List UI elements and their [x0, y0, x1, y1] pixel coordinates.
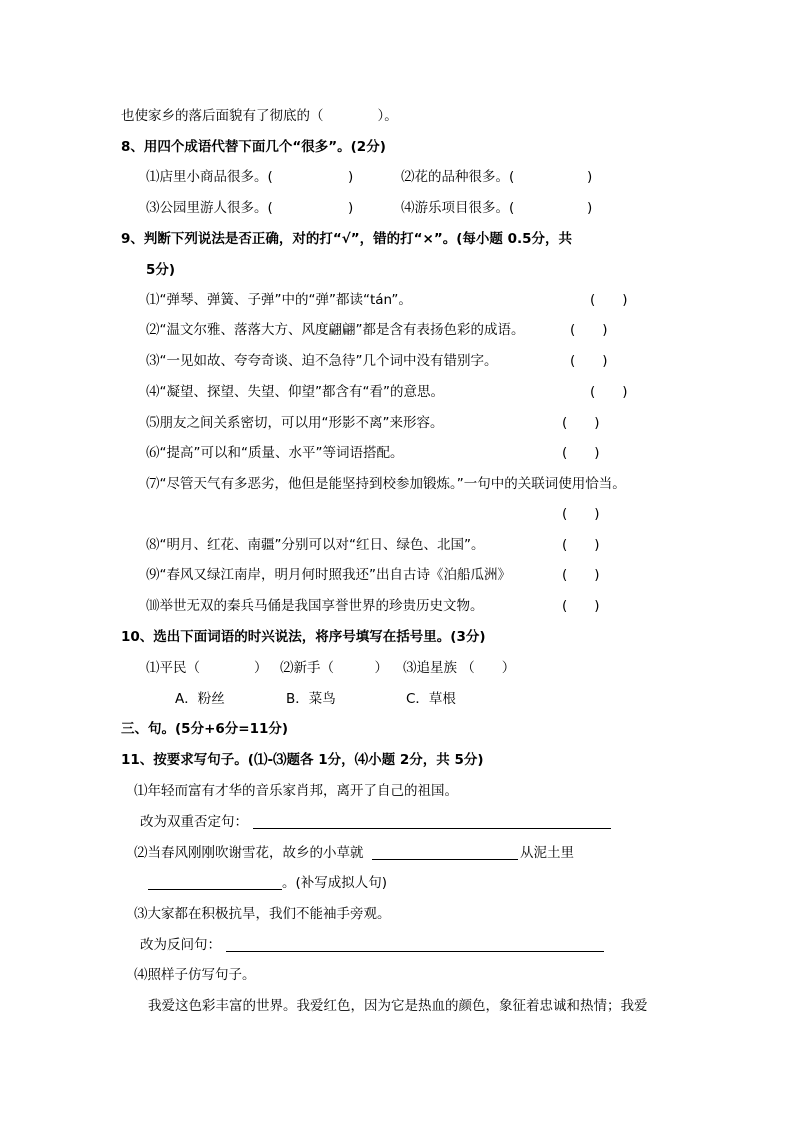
q9-item-7-paren: ( ): [562, 506, 600, 522]
q10-title: 10、选出下面词语的时兴说法，将序号填写在括号里。(3分): [121, 629, 486, 645]
q8-item-4-close: ): [587, 200, 593, 216]
q9-item-1-paren: ( ): [590, 292, 628, 308]
q10-item-2: ⑵新手（ ）: [280, 660, 388, 676]
q9-item-10-paren: ( ): [562, 598, 600, 614]
q8-item-4: ⑷游乐项目很多。(: [401, 200, 515, 216]
q8-item-1: ⑴店里小商品很多。(: [146, 169, 273, 185]
q11-sentence-1: ⑴年轻而富有才华的音乐家肖邦，离开了自己的祖国。: [134, 783, 458, 799]
continuation-line: 也使家乡的落后面貌有了彻底的（ ）。: [121, 108, 398, 124]
q8-item-3: ⑶公园里游人很多。(: [146, 200, 273, 216]
q11-s3-prompt: 改为反问句：: [140, 937, 221, 953]
q9-item-5: ⑸朋友之间关系密切，可以用“形影不离”来形容。: [146, 415, 444, 431]
q11-sentence-3: ⑶大家都在积极抗旱，我们不能袖手旁观。: [134, 906, 391, 922]
q11-s1-answer-line[interactable]: [253, 828, 611, 829]
q9-item-2: ⑵“温文尔雅、落落大方、风度翩翩”都是含有表扬色彩的成语。: [146, 322, 525, 338]
q9-item-3-paren: ( ): [570, 353, 608, 369]
q11-sentence-2a: ⑵当春风刚刚吹谢雪花，故乡的小草就: [134, 845, 364, 861]
q11-s2-answer-line-1[interactable]: [372, 859, 518, 860]
q9-item-10: ⑽举世无双的秦兵马俑是我国享誉世界的珍贵历史文物。: [146, 598, 484, 614]
q9-item-6: ⑹“提高”可以和“质量、水平”等词语搭配。: [146, 445, 404, 461]
q9-item-6-paren: ( ): [562, 445, 600, 461]
q11-sentence-4: ⑷照样子仿写句子。: [134, 967, 256, 983]
q8-item-3-close: ): [348, 200, 354, 216]
q10-item-3: ⑶追星族 （ ）: [403, 660, 516, 676]
q9-item-3: ⑶“一见如故、夸夸奇谈、迫不急待”几个词中没有错别字。: [146, 353, 498, 369]
q9-title: 9、判断下列说法是否正确，对的打“√”，错的打“×”。(每小题 0.5分，共: [121, 231, 572, 247]
q10-option-b: B．菜鸟: [286, 691, 336, 707]
q10-option-a: A．粉丝: [175, 691, 225, 707]
q8-item-1-close: ): [348, 169, 354, 185]
q11-s1-prompt: 改为双重否定句：: [140, 814, 248, 830]
q8-title: 8、用四个成语代替下面几个“很多”。(2分): [121, 139, 386, 155]
q11-sentence-2b: 从泥土里: [520, 845, 574, 861]
q11-s3-answer-line[interactable]: [226, 951, 604, 952]
q8-item-2-close: ): [587, 169, 593, 185]
q11-s4-example: 我爱这色彩丰富的世界。我爱红色，因为它是热血的颜色，象征着忠诚和热情；我爱: [148, 998, 648, 1014]
q9-item-4: ⑷“凝望、探望、失望、仰望”都含有“看”的意思。: [146, 384, 444, 400]
q11-s2-answer-line-2[interactable]: [148, 889, 282, 890]
q9-item-5-paren: ( ): [562, 415, 600, 431]
q9-title-cont: 5分): [146, 262, 176, 278]
section-3-title: 三、句。(5分+6分=11分): [121, 721, 289, 737]
q9-item-9-paren: ( ): [562, 567, 600, 583]
q9-item-8: ⑻“明月、红花、南疆”分别可以对“红日、绿色、北国”。: [146, 537, 485, 553]
q9-item-2-paren: ( ): [570, 322, 608, 338]
q9-item-9: ⑼“春风又绿江南岸，明月何时照我还”出自古诗《泊船瓜洲》: [146, 567, 511, 583]
q10-option-c: C．草根: [406, 691, 456, 707]
q8-item-2: ⑵花的品种很多。(: [401, 169, 515, 185]
q9-item-7: ⑺“尽管天气有多恶劣，他但是能坚持到校参加锻炼。”一句中的关联词使用恰当。: [146, 476, 626, 492]
q10-item-1: ⑴平民（ ）: [146, 660, 268, 676]
q9-item-1: ⑴“弹琴、弹簧、子弹”中的“弹”都读“tán”。: [146, 292, 412, 308]
q11-sentence-2c: 。(补写成拟人句): [282, 875, 388, 891]
q9-item-4-paren: ( ): [590, 384, 628, 400]
q9-item-8-paren: ( ): [562, 537, 600, 553]
q11-title: 11、按要求写句子。(⑴-⑶题各 1分，⑷小题 2分，共 5分): [121, 752, 484, 768]
